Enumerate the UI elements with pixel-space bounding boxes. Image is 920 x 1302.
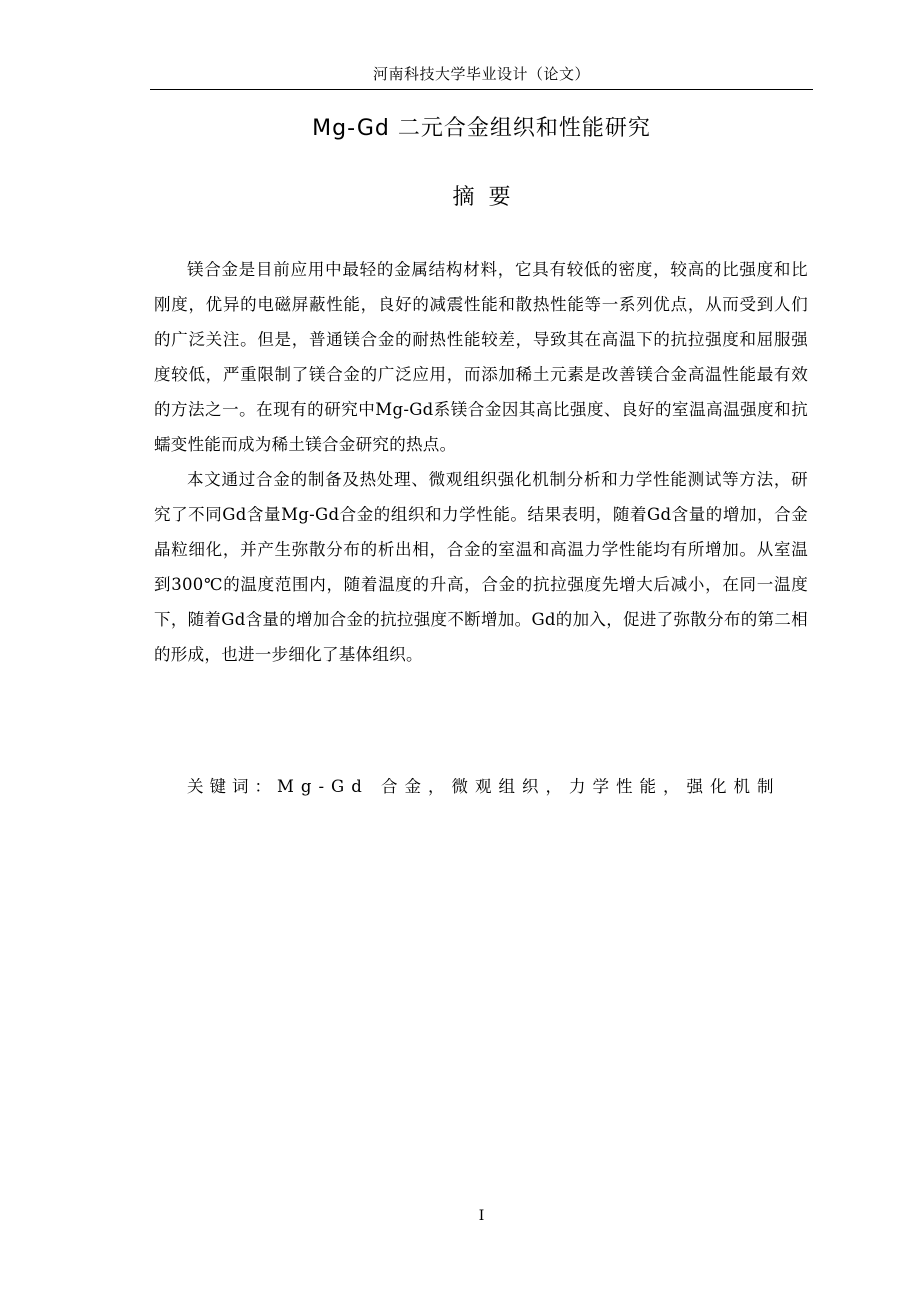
abstract-paragraph-1: 镁合金是目前应用中最轻的金属结构材料，它具有较低的密度，较高的比强度和比刚度，优异的电磁屏蔽性能，良好的减震性能和散热性能等一系列优点，从而受到人们的广泛关注。但是，普通镁合金的耐热性能较差，导致其在高温下的抗拉强度和屈服强度较低，严重限制了镁合金的广泛应用，而添加稀土元素是改善镁合金高温性能最有效的方法之一。在现有的研究中Mg-Gd系镁合金因其高比强度、良好的室温高温强度和抗蠕变性能而成为稀土镁合金研究的热点。 xyxy=(154,260,808,454)
keywords-label: 关键词： xyxy=(187,777,277,796)
keywords-value: Mg-Gd 合金，微观组织，力学性能，强化机制 xyxy=(277,777,781,796)
document-title: Mg-Gd 二元合金组织和性能研究 xyxy=(312,116,651,141)
abstract-paragraph-2: 本文通过合金的制备及热处理、微观组织强化机制分析和力学性能测试等方法，研究了不同Gd含量Mg-Gd合金的组织和力学性能。结果表明，随着Gd含量的增加，合金晶粒细化，并产生弥散分布的析出相，合金的室温和高温力学性能均有所增加。从室温到300℃的温度范围内，随着温度的升高，合金的抗拉强度先增大后减小，在同一温度下，随着Gd含量的增加合金的抗拉强度不断增加。Gd的加入，促进了弥散分布的第二相的形成，也进一步细化了基体组织。 xyxy=(154,470,808,664)
keywords-line xyxy=(154,772,808,802)
running-header: 河南科技大学毕业设计（论文） xyxy=(372,65,590,83)
abstract-body xyxy=(154,252,808,672)
header-rule xyxy=(150,89,813,90)
abstract-heading: 摘要 xyxy=(452,185,525,210)
page-number: I xyxy=(478,1208,485,1224)
